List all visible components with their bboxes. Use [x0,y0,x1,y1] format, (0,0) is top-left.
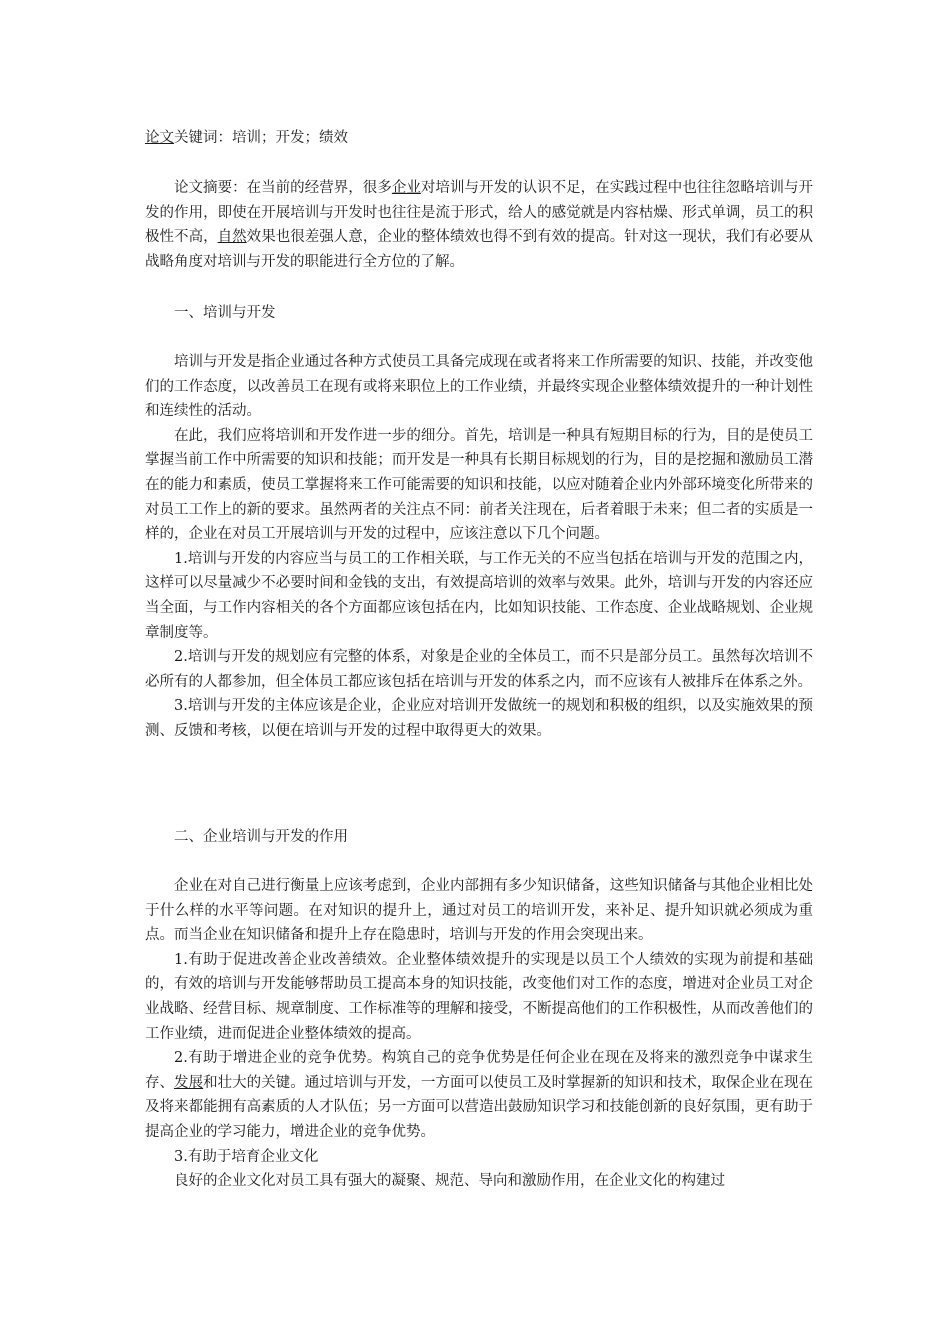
paragraph: 良好的企业文化对员工具有强大的凝聚、规范、导向和激励作用，在企业文化的构建过 [174,1173,725,1190]
abstract-text: 效果也很差强人意，企业的整体绩效也得不到有效的提高。针对这一现状，我们有必要从战略角度对培训与开发的职能进行全方位的了解。 [145,229,814,270]
abstract-link-enterprise[interactable]: 企业 [391,180,421,196]
list-item: 3.培训与开发的主体应该是企业，企业应对培训开发做统一的规划和积极的组织，以及实施效果的预测、反馈和考核，以便在培训与开发的过程中取得更大的效果。 [145,698,813,739]
list-item: 1.有助于促进改善企业改善绩效。企业整体绩效提升的实现是以员工个人绩效的实现为前提和基础的，有效的培训与开发能够帮助员工提高本身的知识技能，改变他们对工作的态度，增进对企业员工对企业战略、经营目标、规章制度、工作标准等的理解和接受，不断提高他们的工作积极性，从而改善他们的工作业绩，进而促进企业整体绩效的提高。 [145,951,813,1042]
list-item: 1.培训与开发的内容应当与员工的工作相关联，与工作无关的不应当包括在培训与开发的范围之内，这样可以尽量减少不必要时间和金钱的支出，有效提高培训的效率与效果。此外，培训与开发的内容还应当全面，与工作内容相关的各个方面都应该包括在内，比如知识技能、工作态度、企业战略规划、企业规章制度等。 [145,550,813,641]
section-heading-2 [145,825,813,850]
abstract-paragraph [145,176,813,274]
section-heading-1 [145,301,813,326]
section-1-body [145,350,813,744]
list-item-text: 2.有助于增进企业的竞争优势。构筑自己的竞争优势是任何企业在现在及将来的激烈竞争中谋求生存、 [145,1050,813,1091]
development-link[interactable]: 发展 [174,1074,204,1091]
section-heading-text: 二、企业培训与开发的作用 [174,829,348,845]
section-heading-text: 一、培训与开发 [174,305,276,321]
keywords-link[interactable]: 论文 [145,130,174,146]
abstract-text: 对培训与开发的认识不足，在实践过程中也往往忽略培训与开发的作用，即使在开展培训与开发时也往往是流于形式，给人的感觉就是内容枯燥、形式单调，员工的积极性不高， [145,180,814,246]
abstract-link-nature[interactable]: 自然 [217,229,247,246]
abstract-text: 论文摘要：在当前的经营界，很多 [174,180,392,196]
list-item: 2.培训与开发的规划应有完整的体系，对象是企业的全体员工，而不只是部分员工。虽然每次培训不必所有的人都参加，但全体员工都应该包括在培训与开发的体系之内，而不应该有人被排斥在体系之外。 [145,649,813,690]
section-2-body [145,874,813,1194]
paragraph: 培训与开发是指企业通过各种方式使员工具备完成现在或者将来工作所需要的知识、技能，并改变他们的工作态度，以改善员工在现有或将来职位上的工作业绩，并最终实现企业整体绩效提升的一种计划性和连续性的活动。 [145,354,813,420]
list-item-text: 和壮大的关键。通过培训与开发，一方面可以使员工及时掌握新的知识和技术，取保企业在现在及将来都能拥有高素质的人才队伍；另一方面可以营造出鼓励知识学习和技能创新的良好氛围，更有助于提高企业的学习能力，增进企业的竞争优势。 [145,1074,814,1140]
keywords-text: 关键词：培训；开发；绩效 [174,130,348,146]
abstract-block [145,176,813,274]
list-item [145,1046,813,1144]
list-item-title: 3.有助于培育企业文化 [174,1148,319,1165]
paragraph: 企业在对自己进行衡量上应该考虑到，企业内部拥有多少知识储备，这些知识储备与其他企业相比处于什么样的水平等问题。在对知识的提升上，通过对员工的培训开发，来补足、提升知识就必须成为重点。而当企业在知识储备和提升上存在隐患时，培训与开发的作用会突现出来。 [145,878,813,944]
keywords-line [145,126,813,151]
paragraph: 在此，我们应将培训和开发作进一步的细分。首先，培训是一种具有短期目标的行为，目的是使员工掌握当前工作中所需要的知识和技能；而开发是一种具有长期目标规划的行为，目的是挖掘和激励员工潜在的能力和素质，使员工掌握将来工作可能需要的知识和技能，以应对随着企业内外部环境变化所带来的对员工工作上的新的要求。虽然两者的关注点不同：前者关注现在，后者着眼于未来；但二者的实质是一样的，企业在对员工开展培训与开发的过程中，应该注意以下几个问题。 [145,427,813,543]
